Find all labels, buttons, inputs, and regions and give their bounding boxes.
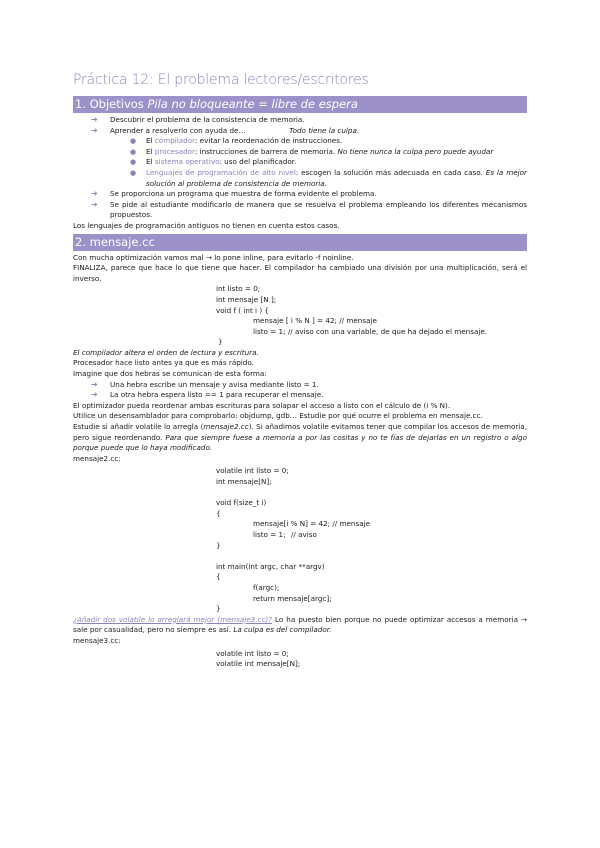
arrow-icon: ➔ bbox=[91, 379, 98, 389]
list-item: ➔ Una hebra escribe un mensaje y avisa mediante listo = 1. bbox=[91, 379, 319, 389]
paragraph: Los lenguajes de programación antiguos no tienen en cuenta estos casos. bbox=[73, 220, 340, 230]
paragraph: ¿Añadir dos volatile lo arreglará mejor (mensaje3.cc)? Lo ha puesto bien porque no puede optimizar accesos a memoria → sale por casualidad, pero no siempre es así. La culpa es del compilador. bbox=[73, 614, 527, 635]
paragraph: El optimizador pueda reordenar ambas escrituras para solapar el acceso a listo con el cálculo de (i % N). bbox=[73, 400, 451, 410]
file-label: mensaje3.cc: bbox=[73, 635, 121, 645]
arrow-icon: ➔ bbox=[91, 115, 98, 124]
section-heading-emphasis: Pila no bloqueante = libre de espera bbox=[147, 97, 358, 111]
arrow-icon: ➔ bbox=[91, 199, 98, 209]
paragraph: Imagine que dos hebras se comunican de esta forma: bbox=[73, 369, 267, 379]
list-item: ➔ Se proporciona un programa que muestra de forma evidente el problema. bbox=[91, 189, 377, 199]
arrow-icon: ➔ bbox=[91, 125, 98, 135]
arrow-icon: ➔ bbox=[91, 189, 98, 199]
paragraph: El compilador altera el orden de lectura y escritura. bbox=[73, 347, 259, 357]
section-heading-prefix: 1. Objetivos bbox=[75, 97, 144, 111]
list-item: ➔ Se pide al estudiante modificarlo de manera que se resuelva el problema empleando los diferentes mecanismos propuestos. bbox=[91, 199, 527, 220]
arrow-icon: ➔ bbox=[91, 390, 98, 400]
bullet-icon: ● bbox=[130, 137, 137, 146]
bullet-icon: ● bbox=[130, 158, 137, 167]
paragraph: Procesador hace listo antes ya que es más rápido. bbox=[73, 358, 254, 368]
code-block-mensaje3: volatile int listo = 0; volatile int mensaje[N]; bbox=[216, 648, 301, 669]
list-item: ➔ La otra hebra espera listo == 1 para recuperar el mensaje. bbox=[91, 390, 324, 400]
list-item: ➔ Aprender a resolverlo con ayuda de… Todo tiene la culpa. bbox=[91, 125, 360, 135]
paragraph: Con mucha optimización vamos mal → lo pone inline, para evitarlo -f noinline. bbox=[73, 252, 354, 262]
sub-list-item: ● El sistema operativo: uso del planificador. bbox=[130, 157, 297, 167]
section-heading-objetivos bbox=[73, 96, 527, 113]
bullet-icon: ● bbox=[130, 168, 137, 177]
code-block-mensaje2: volatile int listo = 0; int mensaje[N]; void f(size_t i) { mensaje[i % N] = 42; // mensaje listo = 1; // aviso } int main(int argc, char **argv) { f(argc); return mensaje[argc]; } bbox=[216, 466, 371, 614]
paragraph: Estudie si añadir volatile lo arregla (mensaje2.cc). Si añadimos volatile evitamos tener que compilar los accesos de memoria, pero sigue reordenando. Para que siempre fuese a memoria a por las cositas y no te fías de dejarlas en un registro o algo porque puede que lo haya modificado. bbox=[73, 422, 527, 453]
bullet-icon: ● bbox=[130, 147, 137, 156]
code-block-mensaje: int listo = 0; int mensaje [N ]; void f ( int i ) { mensaje [ i % N ] = 42; // mensaje listo = 1; // aviso con una variable, de que ha dejado el mensaje. } bbox=[216, 284, 488, 347]
page bbox=[73, 70, 527, 670]
sub-list-item: ● El procesador: instrucciones de barrera de memoria. No tiene nunca la culpa pero puede ayudar bbox=[130, 146, 494, 156]
sub-list-item: ● El compilador: evitar la reordenación de instrucciones. bbox=[130, 136, 343, 146]
paragraph: Utilice un desensamblador para comprobarlo: objdump, gdb… Estudie por qué ocurre el problema en mensaje.cc. bbox=[73, 411, 483, 421]
paragraph: FINALIZA, parece que hace lo que tiene que hacer. El compilador ha cambiado una división por una multiplicación, será el inverso. bbox=[73, 263, 527, 283]
file-label: mensaje2.cc: bbox=[73, 453, 121, 463]
page-title: Práctica 12: El problema lectores/escritores bbox=[73, 72, 369, 88]
section-heading-mensaje: 2. mensaje.cc bbox=[73, 234, 527, 251]
question-link[interactable]: ¿Añadir dos volatile lo arreglará mejor (mensaje3.cc)? bbox=[73, 614, 273, 624]
sub-list-item: ● Lenguajes de programación de alto nivel: escogen la solución más adecuada en cada caso. Es la mejor solución al problema de consistencia de memoria. bbox=[130, 167, 527, 188]
list-item: ➔ Descubrir el problema de la consistencia de memoria. bbox=[91, 115, 305, 124]
